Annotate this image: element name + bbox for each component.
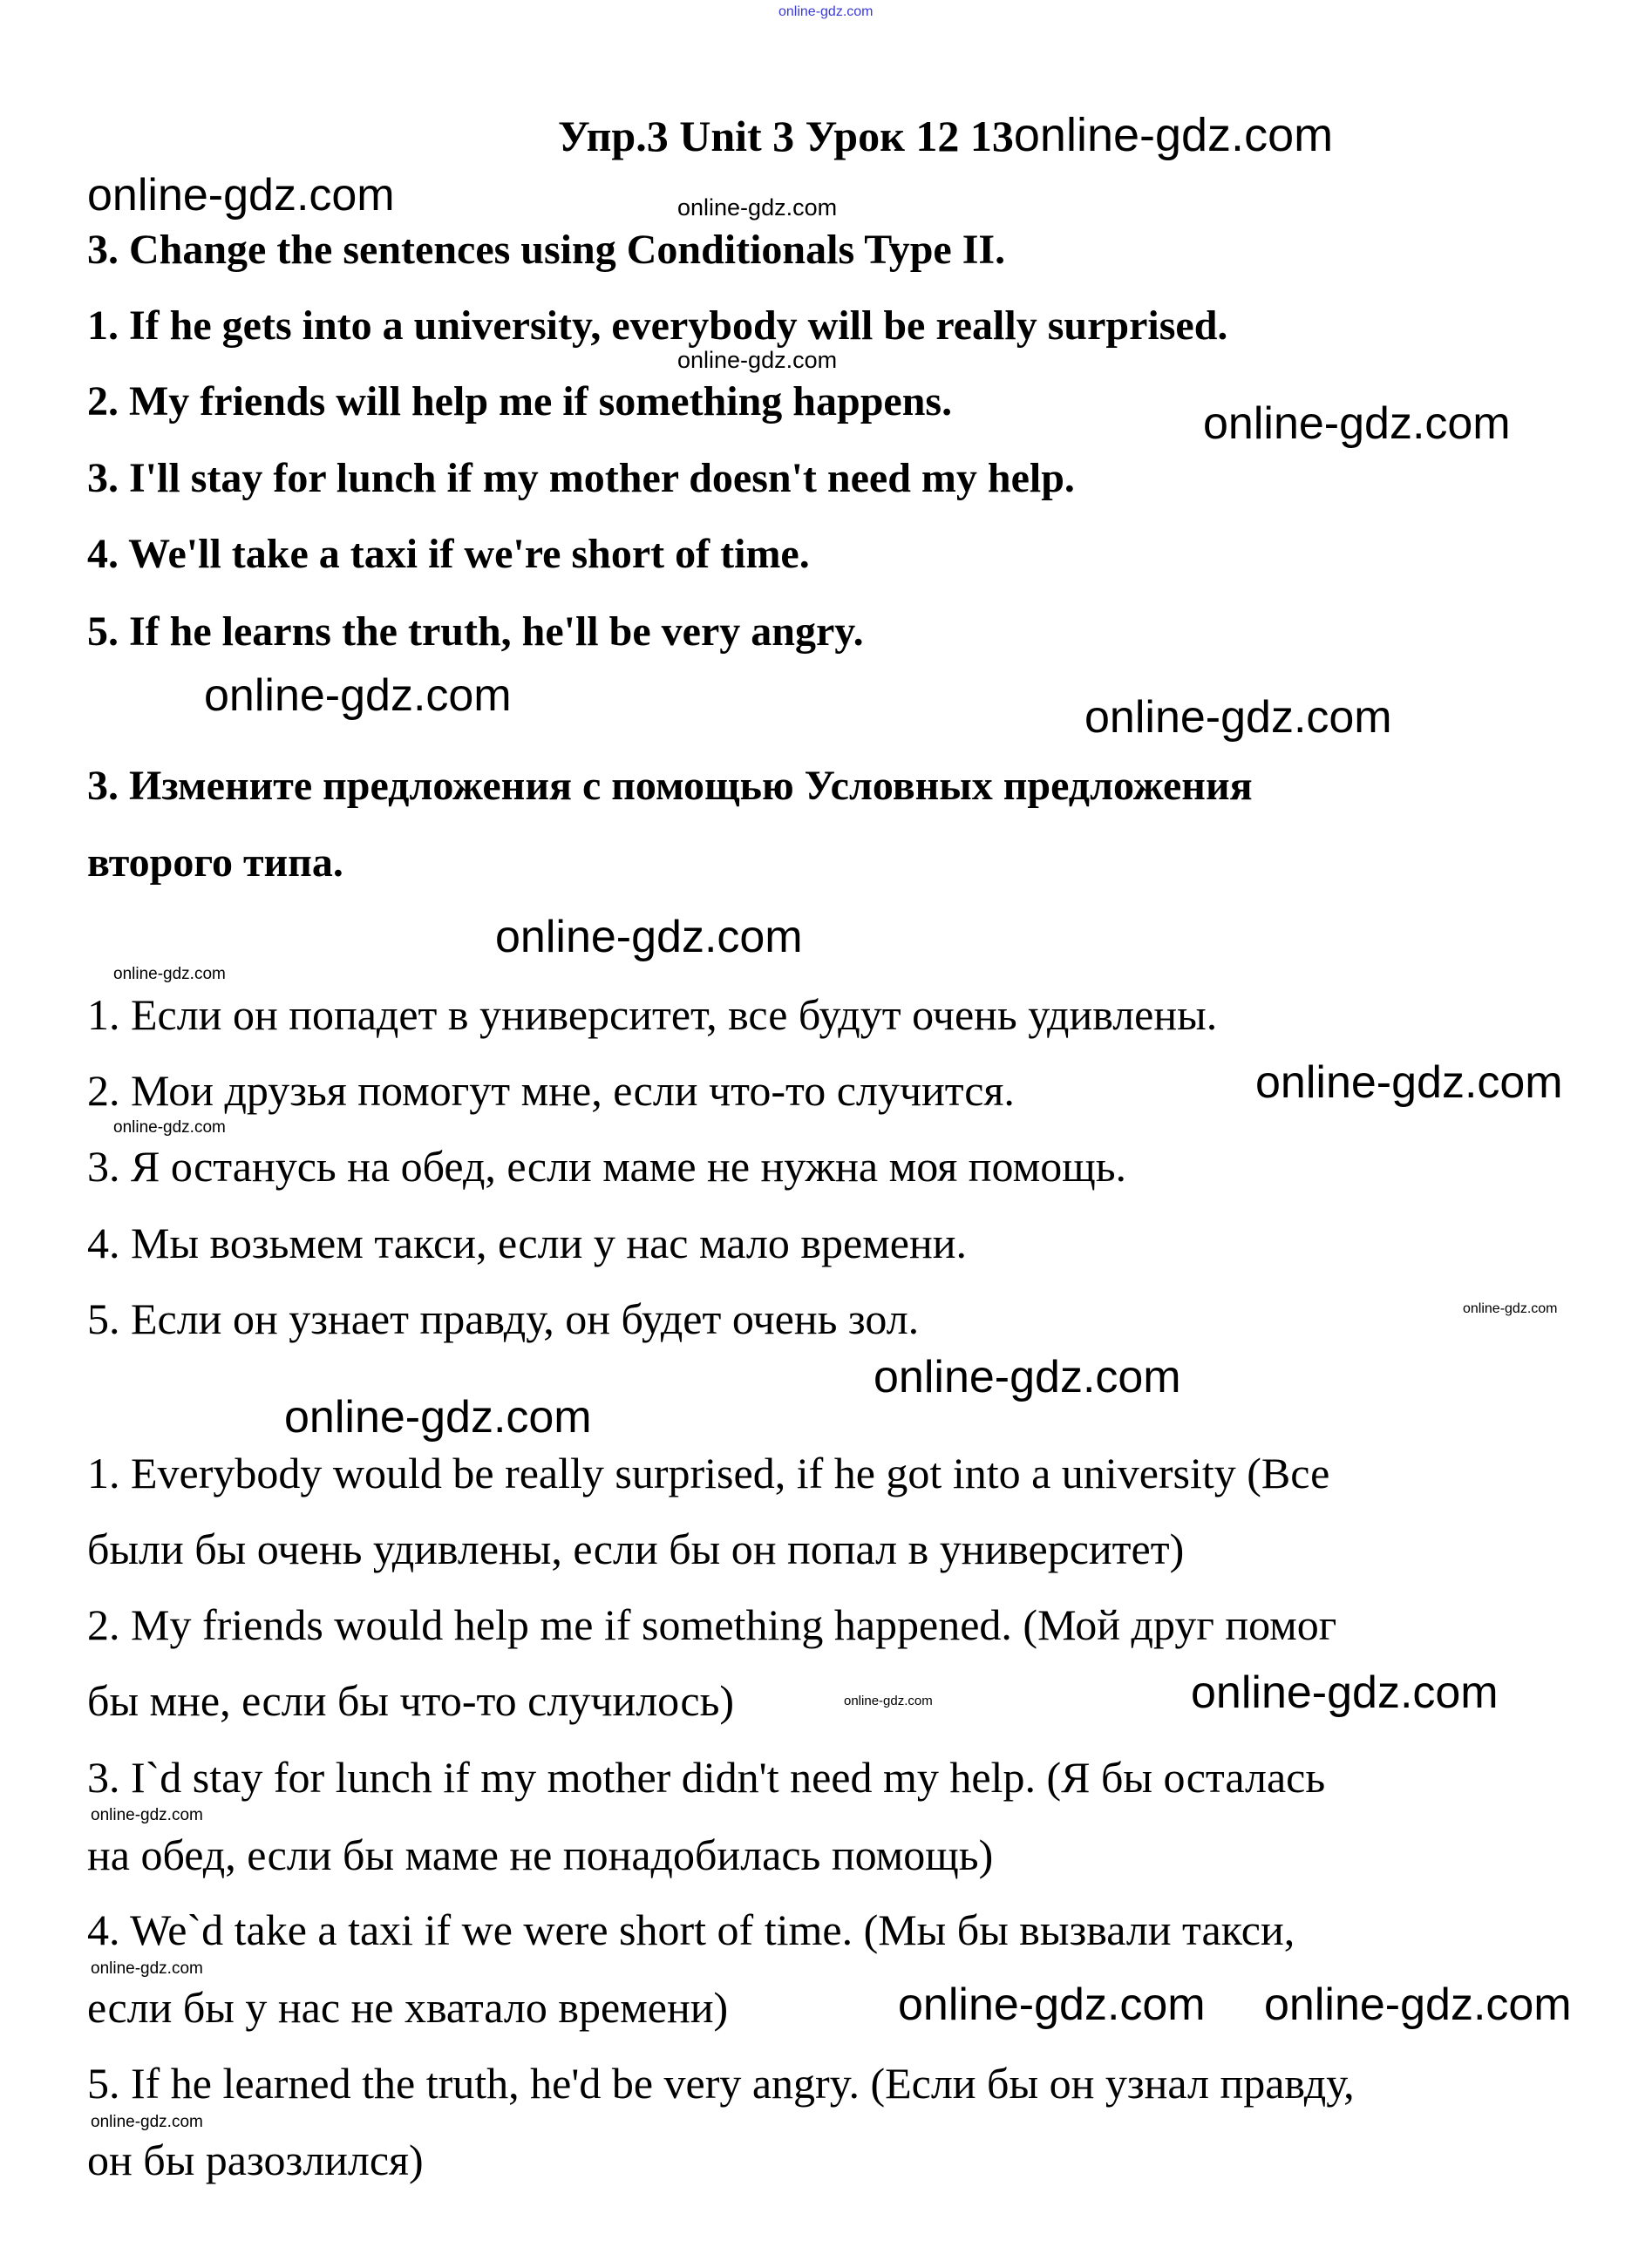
watermark: online-gdz.com [91, 2113, 203, 2131]
answer-line: если бы у нас не хватало времени) [87, 1983, 729, 2032]
watermark: online-gdz.com [1203, 398, 1511, 449]
watermark: online-gdz.com [898, 1979, 1206, 2030]
watermark: online-gdz.com [204, 670, 512, 721]
translation-heading-cont: второго типа. [87, 839, 343, 886]
translation-item: 1. Если он попадет в университет, все будут очень удивлены. [87, 990, 1218, 1039]
watermark: online-gdz.com [677, 347, 838, 373]
translation-heading: 3. Измените предложения с помощью Условных предложения [87, 763, 1253, 809]
watermark: online-gdz.com [87, 170, 395, 221]
answer-line: он бы разозлился) [87, 2136, 424, 2184]
watermark: online-gdz.com [1084, 692, 1392, 743]
answer-line: 2. My friends would help me if something happened. (Мой друг помог [87, 1600, 1337, 1649]
watermark: online-gdz.com [1013, 109, 1334, 161]
task-item: 1. If he gets into a university, everybody will be really surprised. [87, 302, 1228, 349]
watermark: online-gdz.com [113, 965, 226, 983]
watermark: online-gdz.com [495, 912, 803, 962]
title-text: Упр.3 Unit 3 Урок 12 13 [558, 112, 1014, 160]
watermark: online-gdz.com [1191, 1667, 1499, 1718]
watermark: online-gdz.com [91, 1806, 203, 1824]
task-item: 3. I'll stay for lunch if my mother doesn't need my help. [87, 455, 1075, 501]
answer-line: 4. We`d take a taxi if we were short of time. (Мы бы вызвали такси, [87, 1905, 1295, 1954]
watermark: online-gdz.com [677, 194, 838, 221]
translation-item: 3. Я останусь на обед, если маме не нужна моя помощь. [87, 1142, 1127, 1191]
answer-line: 1. Everybody would be really surprised, if he got into a university (Все [87, 1449, 1330, 1497]
watermark: online-gdz.com [778, 4, 874, 19]
watermark: online-gdz.com [874, 1352, 1181, 1402]
answer-line: были бы очень удивлены, если бы он попал в университет) [87, 1524, 1185, 1573]
task-item: 5. If he learns the truth, he'll be very angry. [87, 608, 864, 655]
task-heading: 3. Change the sentences using Conditionals Type II. [87, 227, 1006, 273]
answer-line: на обед, если бы маме не понадобилась помощь) [87, 1830, 994, 1879]
answer-line: бы мне, если бы что-то случилось) [87, 1676, 735, 1725]
page-title [558, 109, 1333, 162]
task-item: 4. We'll take a taxi if we're short of time. [87, 531, 810, 577]
answer-line: 5. If he learned the truth, he'd be very angry. (Если бы он узнал правду, [87, 2059, 1355, 2108]
watermark: online-gdz.com [1463, 1301, 1558, 1316]
translation-item: 5. Если он узнает правду, он будет очень зол. [87, 1294, 920, 1343]
translation-item: 4. Мы возьмем такси, если у нас мало времени. [87, 1219, 968, 1267]
watermark: online-gdz.com [1255, 1057, 1563, 1108]
watermark: online-gdz.com [91, 1959, 203, 1978]
watermark: online-gdz.com [113, 1118, 226, 1137]
watermark: online-gdz.com [844, 1694, 933, 1708]
watermark: online-gdz.com [284, 1392, 592, 1443]
task-item: 2. My friends will help me if something happens. [87, 378, 953, 424]
answer-line: 3. I`d stay for lunch if my mother didn't need my help. (Я бы осталась [87, 1753, 1326, 1802]
watermark: online-gdz.com [1264, 1979, 1572, 2030]
translation-item: 2. Мои друзья помогут мне, если что-то случится. [87, 1066, 1015, 1115]
